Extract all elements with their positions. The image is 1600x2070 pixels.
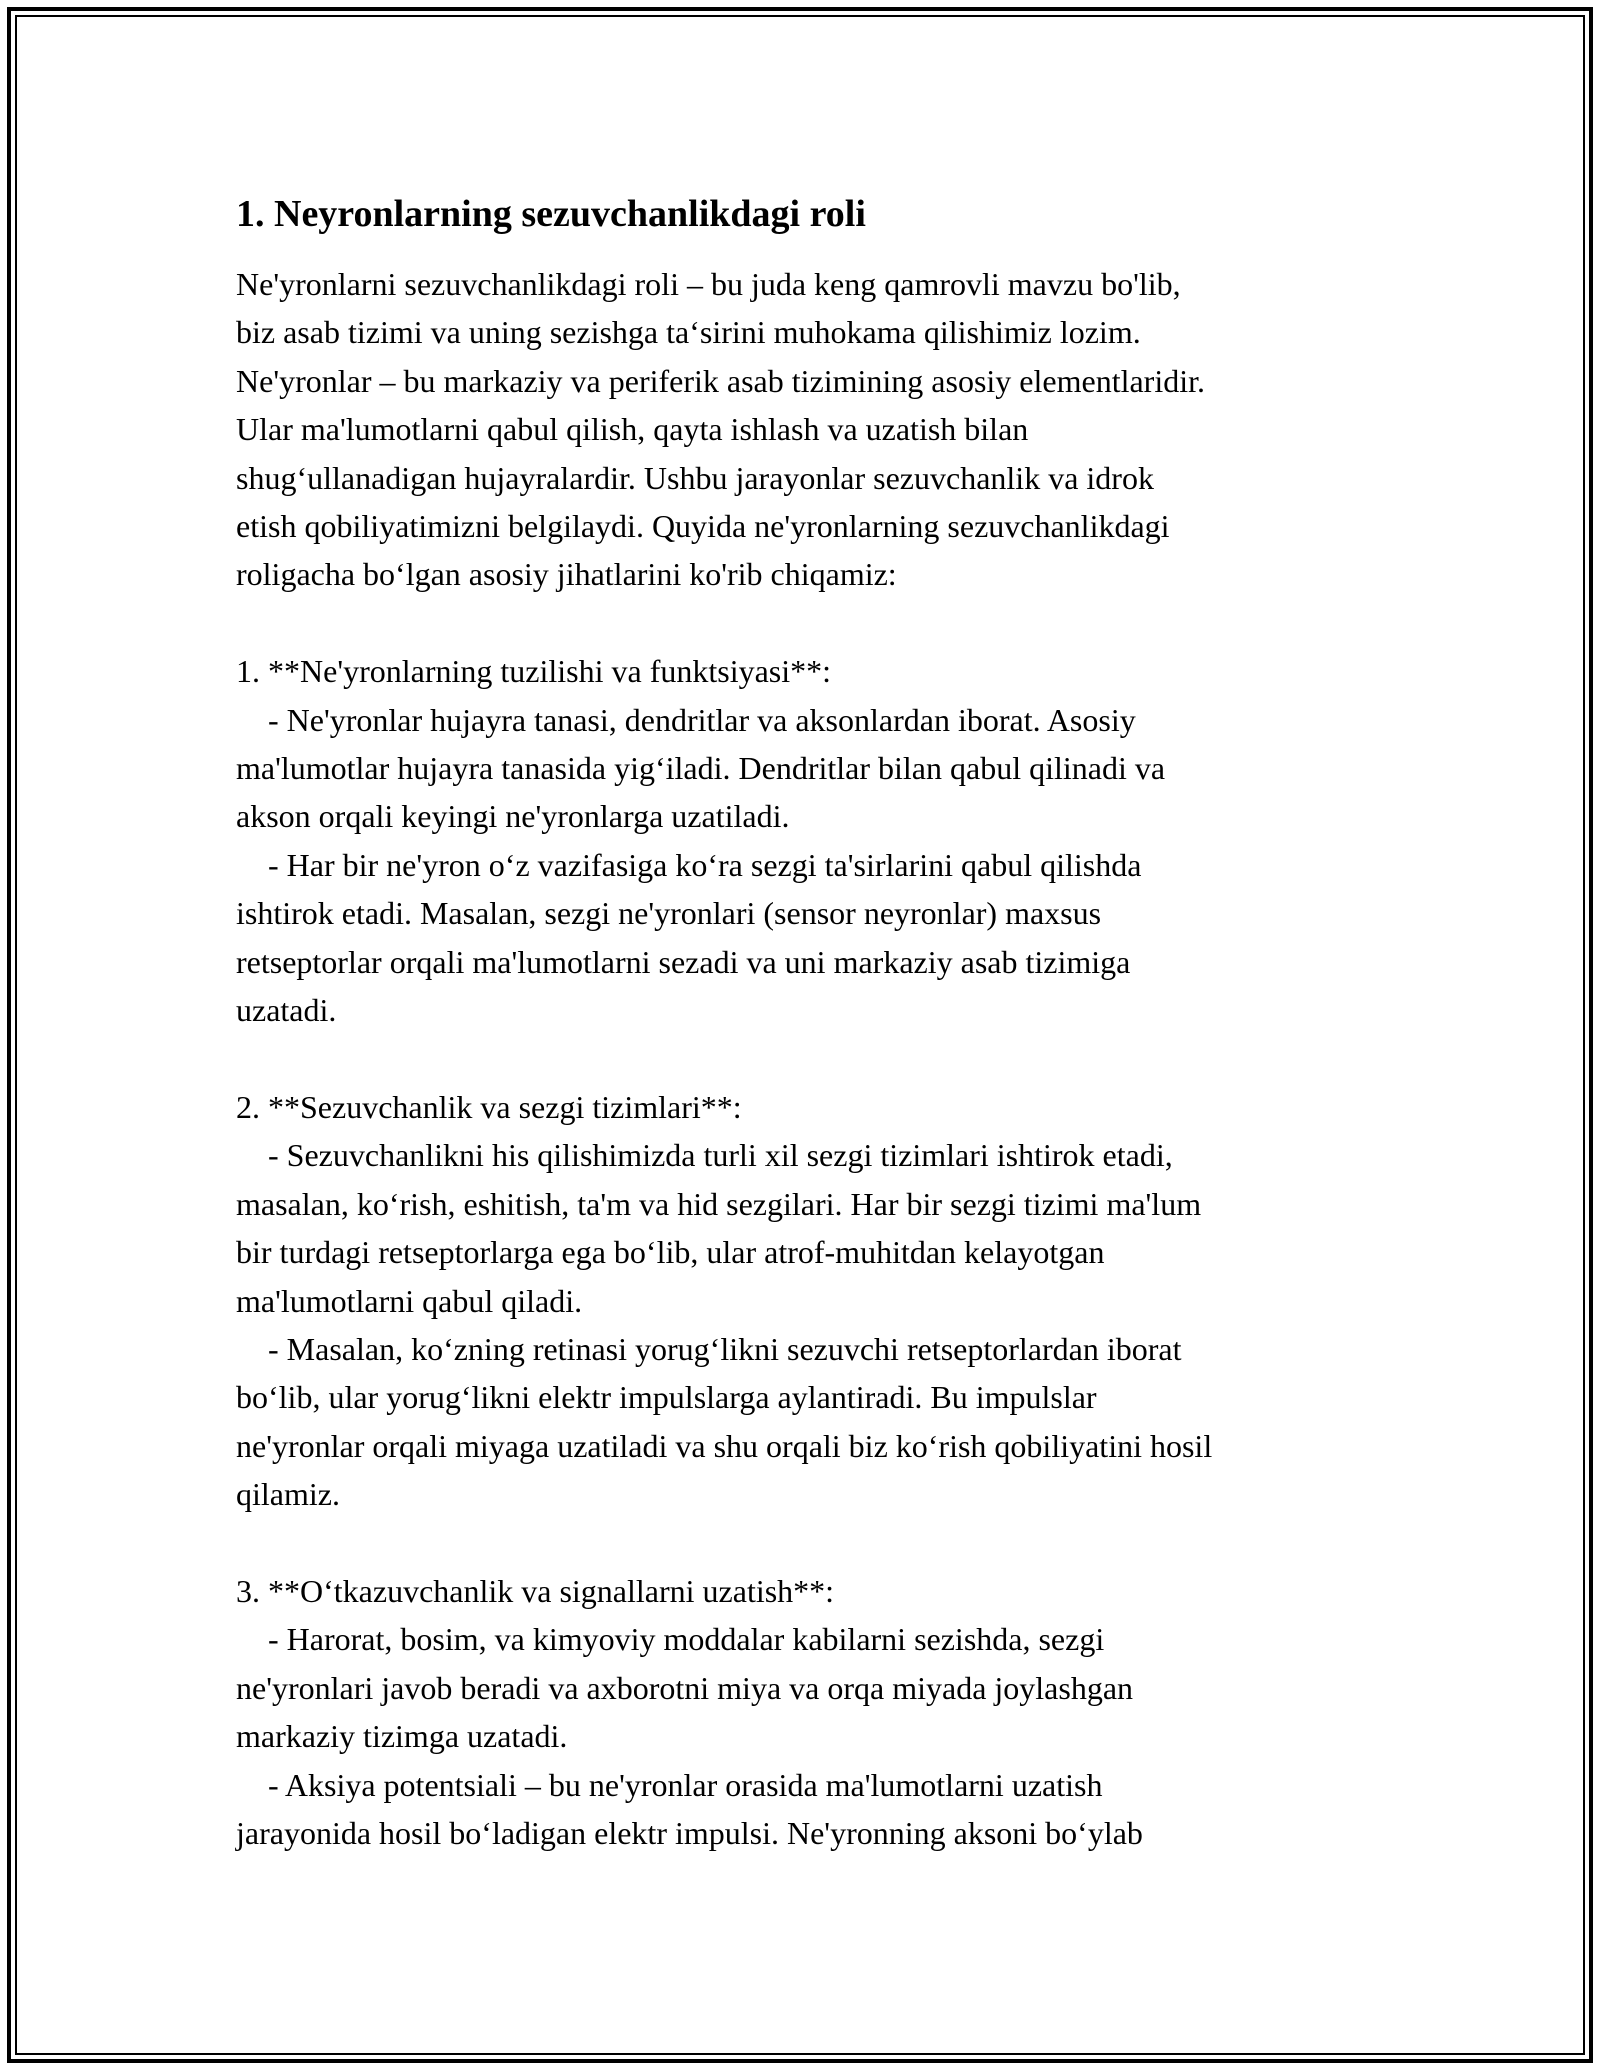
text-line: - Aksiya potentsiali – bu ne'yronlar orasida ma'lumotlarni uzatish xyxy=(236,1766,1103,1803)
text-line: ishtirok etadi. Masalan, sezgi ne'yronlari (sensor neyronlar) maxsus xyxy=(236,895,1102,932)
text-line: ma'lumotlar hujayra tanasida yig‘iladi. Dendritlar bilan qabul qilinadi va xyxy=(236,750,1166,787)
text-line: 3. **O‘tkazuvchanlik va signallarni uzatish**: xyxy=(236,1572,835,1609)
document-body xyxy=(236,188,1386,1857)
text-line: - Harorat, bosim, va kimyoviy moddalar kabilarni sezishda, sezgi xyxy=(236,1621,1105,1658)
text-line xyxy=(236,1519,1386,1567)
text-line: akson orqali keyingi ne'yronlarga uzatiladi. xyxy=(236,798,790,835)
text-line: Ne'yronlar – bu markaziy va periferik asab tizimining asosiy elementlaridir. xyxy=(236,362,1205,399)
text-line: bo‘lib, ular yorug‘likni elektr impulslarga aylantiradi. Bu impulslar xyxy=(236,1379,1097,1416)
text-line: uzatadi. xyxy=(236,992,337,1029)
text-line: ne'yronlari javob beradi va axborotni miya va orqa miyada joylashgan xyxy=(236,1669,1134,1706)
text-line: - Ne'yronlar hujayra tanasi, dendritlar va aksonlardan iborat. Asosiy xyxy=(236,701,1136,738)
section-heading: 1. Neyronlarning sezuvchanlikdagi roli xyxy=(236,193,866,235)
text-line: jarayonida hosil bo‘ladigan elektr impulsi. Ne'yronning aksoni bo‘ylab xyxy=(236,1814,1143,1851)
text-line xyxy=(236,1034,1386,1082)
text-line: 2. **Sezuvchanlik va sezgi tizimlari**: xyxy=(236,1088,742,1125)
text-line: etish qobiliyatimizni belgilaydi. Quyida ne'yronlarning sezuvchanlikdagi xyxy=(236,508,1170,545)
text-line: - Har bir ne'yron o‘z vazifasiga ko‘ra sezgi ta'sirlarini qabul qilishda xyxy=(236,846,1142,883)
text-line: markaziy tizimga uzatadi. xyxy=(236,1718,568,1755)
paragraph-block xyxy=(236,260,1386,1857)
text-line: masalan, ko‘rish, eshitish, ta'm va hid sezgilari. Har bir sezgi tizimi ma'lum xyxy=(236,1185,1202,1222)
text-line: roligacha bo‘lgan asosiy jihatlarini ko'rib chiqamiz: xyxy=(236,556,897,593)
text-line: - Masalan, ko‘zning retinasi yorug‘likni sezuvchi retseptorlardan iborat xyxy=(236,1330,1182,1367)
text-line: 1. **Ne'yronlarning tuzilishi va funktsiyasi**: xyxy=(236,653,832,690)
text-line: qilamiz. xyxy=(236,1476,340,1513)
text-line: shug‘ullanadigan hujayralardir. Ushbu jarayonlar sezuvchanlik va idrok xyxy=(236,459,1154,496)
text-line: bir turdagi retseptorlarga ega bo‘lib, ular atrof-muhitdan kelayotgan xyxy=(236,1234,1105,1271)
text-line: ma'lumotlarni qabul qiladi. xyxy=(236,1282,583,1319)
text-line: Ne'yronlarni sezuvchanlikdagi roli – bu juda keng qamrovli mavzu bo'lib, xyxy=(236,266,1181,302)
text-line: retseptorlar orqali ma'lumotlarni sezadi va uni markaziy asab tizimiga xyxy=(236,943,1131,980)
text-line: Ular ma'lumotlarni qabul qilish, qayta ishlash va uzatish bilan xyxy=(236,411,1029,448)
text-line: - Sezuvchanlikni his qilishimizda turli xil sezgi tizimlari ishtirok etadi, xyxy=(236,1137,1173,1174)
text-line xyxy=(236,599,1386,647)
text-line: ne'yronlar orqali miyaga uzatiladi va shu orqali biz ko‘rish qobiliyatini hosil xyxy=(236,1427,1213,1464)
text-line: biz asab tizimi va uning sezishga ta‘sirini muhokama qilishimiz lozim. xyxy=(236,314,1141,351)
